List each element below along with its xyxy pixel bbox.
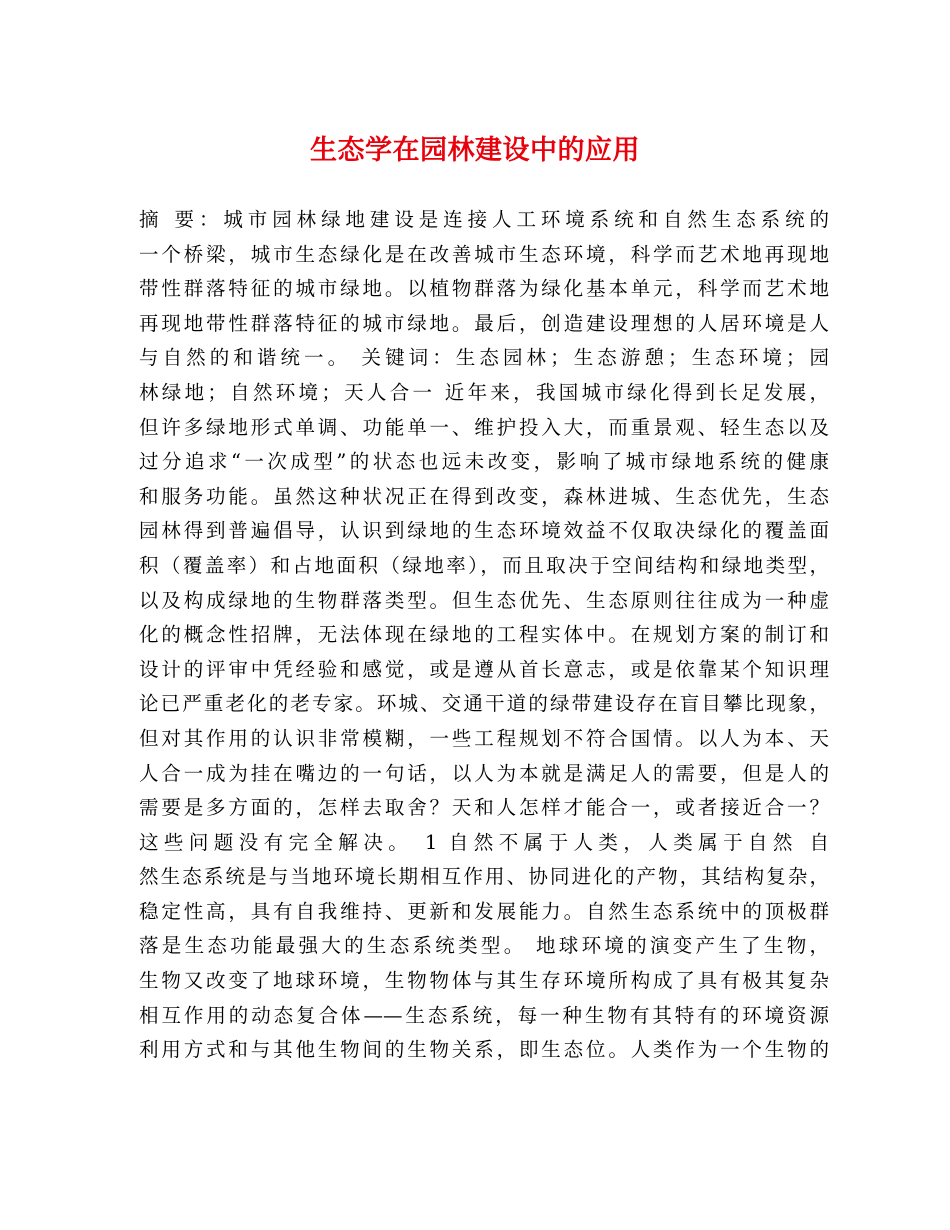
body-line: 园林得到普遍倡导，认识到绿地的生态环境效益不仅取决绿化的覆盖面 xyxy=(139,519,829,543)
body-line: 然生态系统是与当地环境长期相互作用、协同进化的产物，其结构复杂， xyxy=(139,865,829,889)
body-line: 但许多绿地形式单调、功能单一、维护投入大，而重景观、轻生态以及 xyxy=(139,415,829,439)
body-line: 利用方式和与其他生物间的生物关系，即生态位。人类作为一个生物的 xyxy=(139,1038,829,1062)
body-line: 摘 要：城市园林绿地建设是连接人工环境系统和自然生态系统的 xyxy=(139,208,829,231)
body-line: 林绿地；自然环境；天人合一 近年来，我国城市绿化得到长足发展， xyxy=(139,380,829,404)
body-line: 人合一成为挂在嘴边的一句话，以人为本就是满足人的需要，但是人的 xyxy=(139,761,829,785)
body-line: 带性群落特征的城市绿地。以植物群落为绿化基本单元，科学而艺术地 xyxy=(139,277,829,301)
body-line: 设计的评审中凭经验和感觉，或是遵从首长意志，或是依靠某个知识理 xyxy=(139,657,829,681)
body-line: 这些问题没有完全解决。 1 自然不属于人类，人类属于自然 自 xyxy=(139,830,829,854)
body-line: 和服务功能。虽然这种状况正在得到改变，森林进城、生态优先，生态 xyxy=(139,484,829,508)
body-line: 论已严重老化的老专家。环城、交通干道的绿带建设存在盲目攀比现象， xyxy=(139,692,829,716)
body-line: 需要是多方面的，怎样去取舍？天和人怎样才能合一，或者接近合一？ xyxy=(139,796,829,820)
document-title: 生态学在园林建设中的应用 xyxy=(310,135,640,166)
body-line: 以及构成绿地的生物群落类型。但生态优先、生态原则往往成为一种虚 xyxy=(139,588,829,612)
body-line: 再现地带性群落特征的城市绿地。最后，创造建设理想的人居环境是人 xyxy=(139,311,829,335)
body-line: 但对其作用的认识非常模糊，一些工程规划不符合国情。以人为本、天 xyxy=(139,726,829,750)
body-line: 过分追求“一次成型”的状态也远未改变，影响了城市绿地系统的健康 xyxy=(139,450,829,474)
body-line: 一个桥梁，城市生态绿化是在改善城市生态环境，科学而艺术地再现地 xyxy=(139,242,829,266)
body-line: 相互作用的动态复合体——生态系统，每一种生物有其特有的环境资源 xyxy=(139,1003,829,1027)
body-line: 生物又改变了地球环境，生物物体与其生存环境所构成了具有极其复杂 xyxy=(139,969,829,993)
body-line: 与自然的和谐统一。 关键词：生态园林；生态游憩；生态环境；园 xyxy=(139,346,829,370)
body-line: 化的概念性招牌，无法体现在绿地的工程实体中。在规划方案的制订和 xyxy=(139,623,829,647)
document-body xyxy=(139,203,829,1068)
body-line: 落是生态功能最强大的生态系统类型。 地球环境的演变产生了生物， xyxy=(139,934,829,958)
body-line: 稳定性高，具有自我维持、更新和发展能力。自然生态系统中的顶极群 xyxy=(139,899,829,923)
body-line: 积（覆盖率）和占地面积（绿地率），而且取决于空间结构和绿地类型， xyxy=(139,553,829,577)
